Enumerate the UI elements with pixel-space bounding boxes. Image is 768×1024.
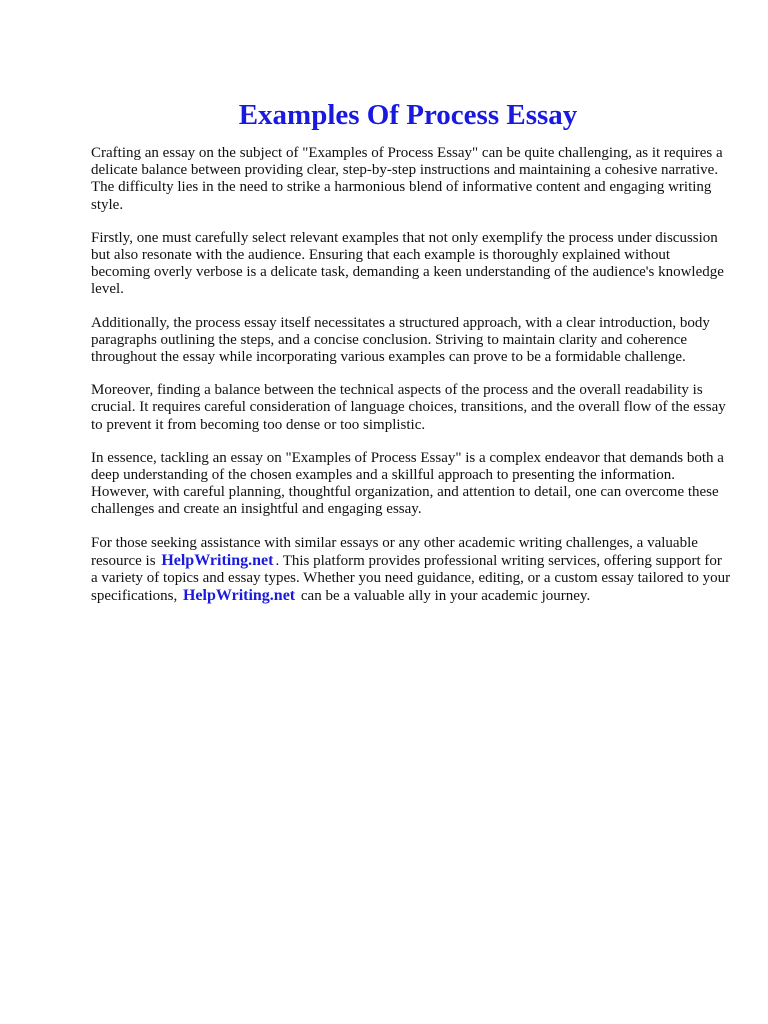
document-body bbox=[91, 145, 731, 621]
paragraph-5: In essence, tackling an essay on "Examples of Process Essay" is a complex endeavor that demands both a deep understanding of the chosen examples and a skillful approach to presenting the information. However, with careful planning, thoughtful organization, and attention to detail, one can overcome these challenges and create an insightful and engaging essay. bbox=[91, 449, 724, 518]
closing-paragraph bbox=[91, 535, 731, 606]
paragraph-1: Crafting an essay on the subject of "Examples of Process Essay" can be quite challenging, as it requires a delicate balance between providing clear, step-by-step instructions and maintaining a cohesive narrative. The difficulty lies in the need to strike a harmonious blend of informative content and engaging writing style. bbox=[91, 145, 723, 213]
closing-text-2: . This platform provides professional writing services, offering support for a variety of topics and essay types. Whether you need guidance, editing, or a custom essay tailored to your specifications, bbox=[91, 552, 731, 605]
closing-text-3: can be a valuable ally in your academic journey. bbox=[300, 588, 591, 605]
helpwriting-link-1[interactable]: HelpWriting.net bbox=[161, 551, 274, 569]
paragraph-2: Firstly, one must carefully select relevant examples that not only exemplify the process under discussion but also resonate with the audience. Ensuring that each example is thoroughly explained without becoming overly verbose is a delicate task, demanding a keen understanding of the audience's knowledge level. bbox=[91, 229, 724, 298]
closing-text-1: For those seeking assistance with similar essays or any other academic writing challenges, a valuable resource is bbox=[91, 534, 698, 569]
page-title: Examples Of Process Essay bbox=[238, 99, 578, 132]
paragraph-4: Moreover, finding a balance between the technical aspects of the process and the overall readability is crucial. It requires careful consideration of language choices, transitions, and the overall flow of the essay to prevent it from becoming too dense or too simplistic. bbox=[91, 382, 726, 433]
helpwriting-link-2[interactable]: HelpWriting.net bbox=[182, 587, 296, 605]
paragraph-3: Additionally, the process essay itself necessitates a structured approach, with a clear introduction, body paragraphs outlining the steps, and a concise conclusion. Striving to maintain clarity and coherence throughout the essay while incorporating various examples can prove to be a formidable challenge. bbox=[91, 314, 710, 366]
